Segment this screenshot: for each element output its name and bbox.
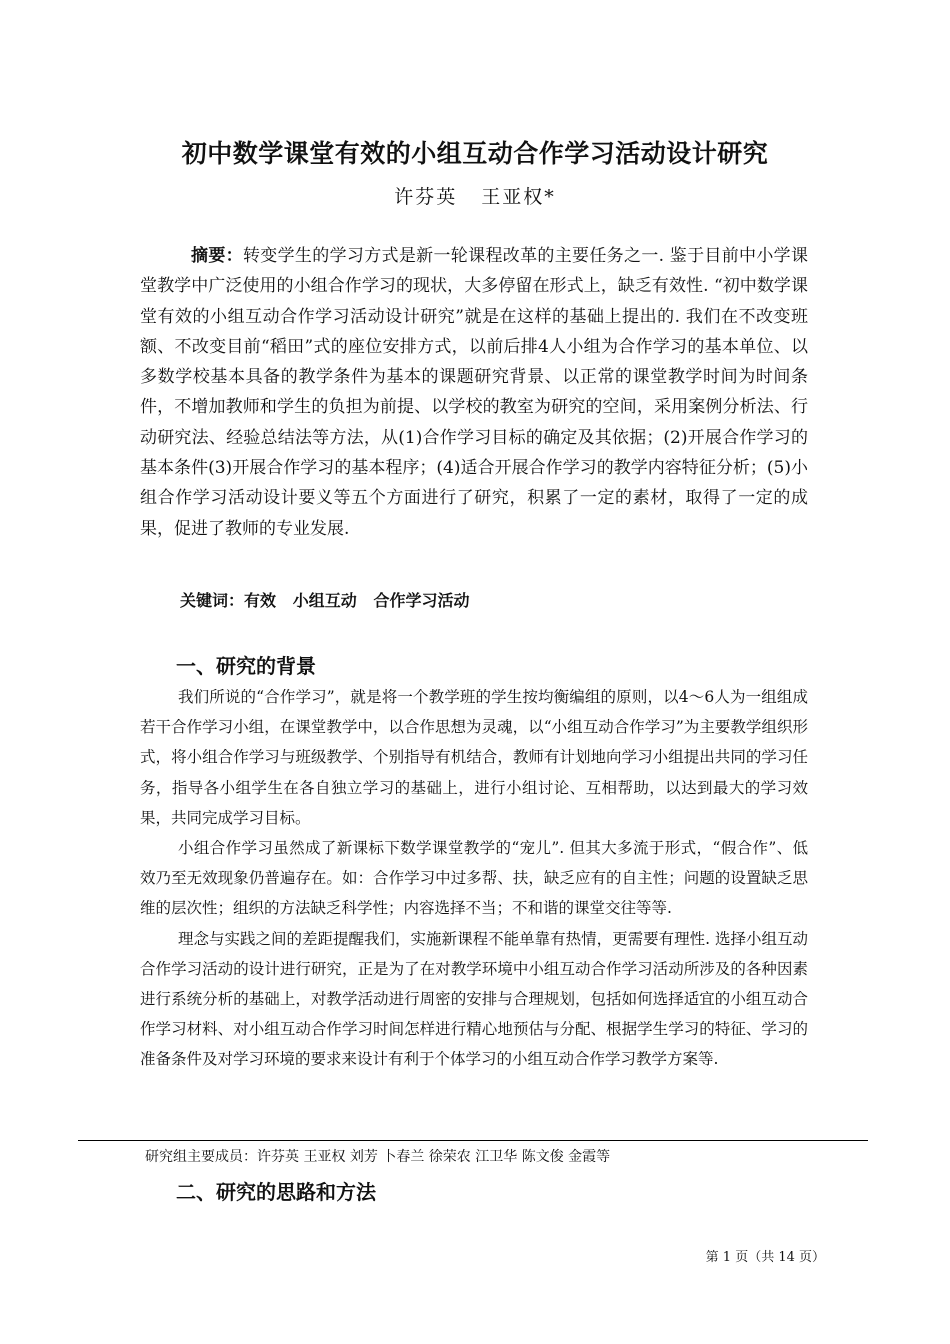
footnote-divider — [78, 1140, 868, 1141]
section-heading-methods: 二、研究的思路和方法 — [176, 1180, 376, 1204]
paragraph: 理念与实践之间的差距提醒我们，实施新课程不能单靠有热情，更需要有理性. 选择小组互动合作学习活动的设计进行研究，正是为了在对教学环境中小组互动合作学习活动所涉及的各种因素进行系统分析的基础上，对教学活动进行周密的安排与合理规划，包括如何选择适宜的小组互动合作学习材料、对小组互动合作学习时间怎样进行精心地预估与分配、根据学生学习的特征、学习的准备条件及对学习环境的要求来设计有利于个体学习的小组互动合作学习教学方案等. — [140, 929, 808, 1069]
page-number: 第 1 页（共 14 页） — [705, 1250, 825, 1265]
authors: 许芬英 王亚权* — [394, 186, 556, 208]
paragraph: 我们所说的“合作学习”，就是将一个教学班的学生按均衡编组的原则，以4～6人为一组组成若干合作学习小组，在课堂教学中，以合作思想为灵魂，以“小组互动合作学习”为主要教学组织形式，将小组合作学习与班级教学、个别指导有机结合，教师有计划地向学习小组提出共同的学习任务，指导各小组学生在各自独立学习的基础上，进行小组讨论、互相帮助，以达到最大的学习效果，共同完成学习目标。 — [140, 688, 808, 827]
paragraph: 小组合作学习虽然成了新课标下数学课堂教学的“宠儿”. 但其大多流于形式，“假合作”、低效乃至无效现象仍普遍存在。如：合作学习中过多帮、扶，缺乏应有的自主性；问题的设置缺乏思维的层次性；组织的方法缺乏科学性；内容选择不当；不和谐的课堂交往等等. — [140, 839, 808, 918]
footnote-members: 研究组主要成员：许芬英 王亚权 刘芳 卜春兰 徐荣农 江卫华 陈文俊 金霞等 — [145, 1149, 611, 1165]
section-body-background — [140, 682, 808, 1075]
keywords-label: 关键词： — [180, 591, 245, 610]
abstract — [140, 241, 808, 544]
abstract-text: 转变学生的学习方式是新一轮课程改革的主要任务之一. 鉴于目前中小学课堂教学中广泛使用的小组合作学习的现状，大多停留在形式上，缺乏有效性. “初中数学课堂有效的小组互动合作学习活动设计研究”就是在这样的基础上提出的. 我们在不改变班额、不改变目前“稻田”式的座位安排方式，以前后排4人小组为合作学习的基本单位、以多数学校基本具备的教学条件为基本的课题研究背景、以正常的课堂教学时间为时间条件，不增加教师和学生的负担为前提、以学校的教室为研究的空间，采用案例分析法、行动研究法、经验总结法等方法，从(1)合作学习目标的确定及其依据；(2)开展合作学习的基本条件(3)开展合作学习的基本程序；(4)适合开展合作学习的教学内容特征分析；(5)小组合作学习活动设计要义等五个方面进行了研究，积累了一定的素材，取得了一定的成果，促进了教师的专业发展. — [140, 246, 809, 539]
abstract-label: 摘要： — [191, 246, 243, 266]
paper-title: 初中数学课堂有效的小组互动合作学习活动设计研究 — [181, 139, 769, 168]
section-heading-background: 一、研究的背景 — [176, 654, 316, 678]
keywords — [180, 588, 469, 611]
keywords-text: 有效 小组互动 合作学习活动 — [244, 591, 470, 610]
